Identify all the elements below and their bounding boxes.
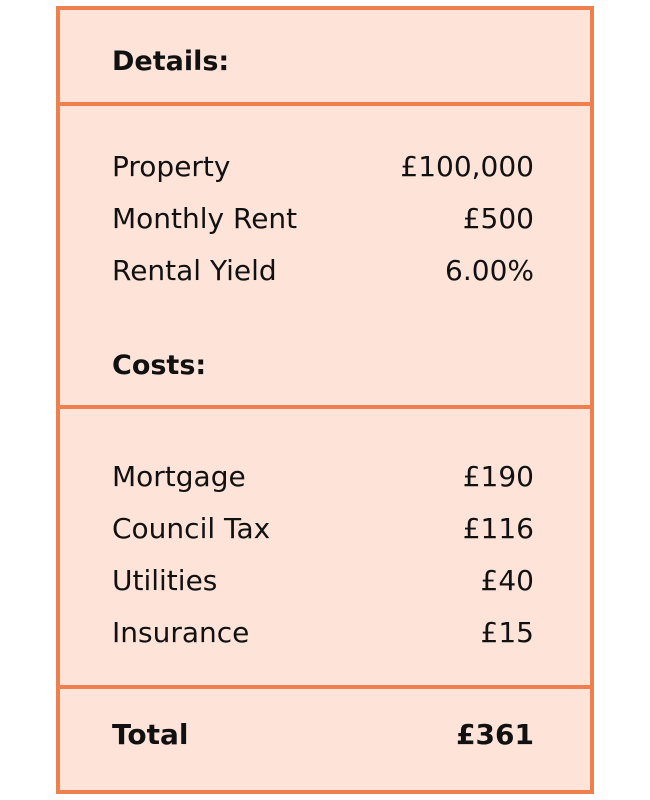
cost-row-insurance [112, 612, 534, 652]
total-row [112, 714, 534, 754]
detail-row-property [112, 146, 534, 186]
cost-row-mortgage [112, 456, 534, 496]
total-value: £361 [456, 717, 534, 751]
divider [60, 405, 590, 409]
row-value: 6.00% [445, 253, 534, 287]
costs-heading: Costs: [112, 350, 207, 381]
divider [60, 102, 590, 106]
row-label: Utilities [112, 563, 218, 597]
row-label: Monthly Rent [112, 201, 298, 235]
row-value: £100,000 [400, 149, 534, 183]
cost-row-council-tax [112, 508, 534, 548]
cost-row-utilities [112, 560, 534, 600]
details-heading: Details: [112, 46, 230, 77]
row-label: Insurance [112, 615, 250, 649]
row-label: Property [112, 149, 231, 183]
detail-row-rental-yield [112, 250, 534, 290]
row-label: Rental Yield [112, 253, 277, 287]
row-value: £500 [462, 201, 534, 235]
total-label: Total [112, 717, 189, 751]
rental-summary-card [56, 6, 594, 794]
row-label: Mortgage [112, 459, 246, 493]
row-value: £190 [462, 459, 534, 493]
row-label: Council Tax [112, 511, 271, 545]
divider [60, 685, 590, 689]
detail-row-monthly-rent [112, 198, 534, 238]
row-value: £116 [462, 511, 534, 545]
row-value: £15 [480, 615, 534, 649]
row-value: £40 [480, 563, 534, 597]
